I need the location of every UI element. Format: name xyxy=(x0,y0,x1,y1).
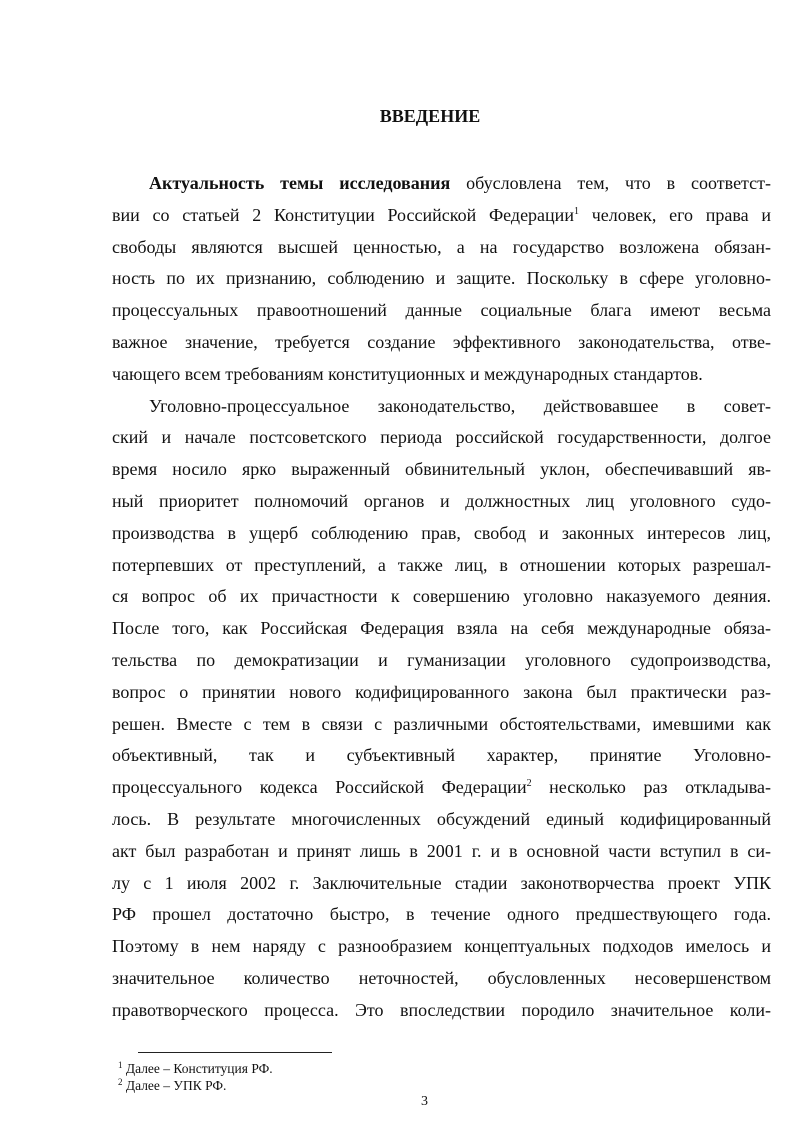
text-line xyxy=(112,265,771,297)
text-line xyxy=(112,838,771,870)
text-run: объективный, так и субъективный характер, принятие Уголовно- xyxy=(112,745,771,766)
text-run: производства в ущерб соблюдению прав, свобод и законных интересов лиц, xyxy=(112,522,771,543)
text-line xyxy=(112,234,771,266)
text-line xyxy=(112,806,771,838)
text-run: потерпевших от преступлений, а также лиц, в отношении которых разрешал- xyxy=(112,554,771,575)
text-run: свободы являются высшей ценностью, а на государство возложена обязан- xyxy=(112,236,771,257)
text-run: процессуального кодекса Российской Федерации xyxy=(112,777,527,798)
text-line xyxy=(112,933,771,965)
text-line xyxy=(112,997,771,1029)
text-run: вии со статьей 2 Конституции Российской Федерации xyxy=(112,204,574,225)
text-line xyxy=(112,965,771,997)
text-line xyxy=(112,552,771,584)
text-run: Уголовно-процессуальное законодательство, действовавшее в совет- xyxy=(149,395,771,416)
text-line xyxy=(112,424,771,456)
text-line xyxy=(112,456,771,488)
text-line xyxy=(112,615,771,647)
footnote-reference: 2 xyxy=(526,778,532,790)
document-body xyxy=(112,170,771,1029)
text-run: обусловлена тем, что в соответст- xyxy=(450,173,771,193)
text-run: лу с 1 июля 2002 г. Заключительные стадии законотворчества проект УПК xyxy=(112,872,771,893)
text-run: время носило ярко выраженный обвинительный уклон, обеспечивавший яв- xyxy=(112,459,771,480)
footnote-mark: 2 xyxy=(118,1077,123,1087)
text-run: процессуальных правоотношений данные социальные блага имеют весьма xyxy=(112,300,771,321)
text-run: РФ прошел достаточно быстро, в течение одного предшествующего года. xyxy=(112,904,771,925)
text-run: чающего всем требованиям конституционных и международных стандартов. xyxy=(112,363,703,384)
footnote-1 xyxy=(118,1061,273,1077)
text-line xyxy=(112,520,771,552)
text-run: тельства по демократизации и гуманизации уголовного судопроизводства, xyxy=(112,649,771,670)
text-run: ный приоритет полномочий органов и должностных лиц уголовного судо- xyxy=(112,490,771,511)
text-run: важное значение, требуется создание эффективного законодательства, отве- xyxy=(112,331,771,352)
text-line xyxy=(112,170,771,202)
text-line xyxy=(112,901,771,933)
text-run: решен. Вместе с тем в связи с различными обстоятельствами, имевшими как xyxy=(112,713,771,734)
text-line xyxy=(112,361,771,393)
page-number: 3 xyxy=(421,1094,428,1109)
text-run: Поэтому в нем наряду с разнообразием концептуальных подходов имелось и xyxy=(112,936,771,957)
text-run: ность по их признанию, соблюдению и защите. Поскольку в сфере уголовно- xyxy=(112,268,771,289)
footnote-separator xyxy=(138,1052,332,1053)
text-run: значительное количество неточностей, обусловленных несовершенством xyxy=(112,967,771,988)
text-run: вопрос о принятии нового кодифицированного закона был практически раз- xyxy=(112,681,771,702)
text-line xyxy=(112,870,771,902)
text-line xyxy=(112,297,771,329)
text-run: ский и начале постсоветского периода российской государственности, долгое xyxy=(112,427,771,448)
footnote-text: Далее – УПК РФ. xyxy=(125,1078,227,1093)
text-line xyxy=(112,647,771,679)
text-line xyxy=(112,393,771,425)
text-line xyxy=(112,742,771,774)
text-run: несколько раз откладыва- xyxy=(531,777,771,798)
bold-lead-text: Актуальность темы исследования xyxy=(149,173,451,193)
text-line xyxy=(112,774,771,806)
text-run: После того, как Российская Федерация взяла на себя международные обяза- xyxy=(112,618,771,639)
text-run: человек, его права и xyxy=(578,204,771,225)
text-run: ся вопрос об их причастности к совершению уголовно наказуемого деяния. xyxy=(112,586,771,607)
text-line xyxy=(112,679,771,711)
text-run: лось. В результате многочисленных обсуждений единый кодифицированный xyxy=(112,808,771,829)
text-run: правотворческого процесса. Это впоследствии породило значительное коли- xyxy=(112,999,771,1020)
footnote-reference: 1 xyxy=(573,205,579,217)
text-line xyxy=(112,202,771,234)
section-title: ВВЕДЕНИЕ xyxy=(379,106,481,126)
text-run: акт был разработан и принят лишь в 2001 г. и в основной части вступил в си- xyxy=(112,840,771,861)
text-line xyxy=(112,583,771,615)
footnote-text: Далее – Конституция РФ. xyxy=(125,1061,273,1076)
text-line xyxy=(112,711,771,743)
footnote-mark: 1 xyxy=(118,1060,123,1070)
text-line xyxy=(112,488,771,520)
footnote-2 xyxy=(118,1078,226,1094)
text-line xyxy=(112,329,771,361)
